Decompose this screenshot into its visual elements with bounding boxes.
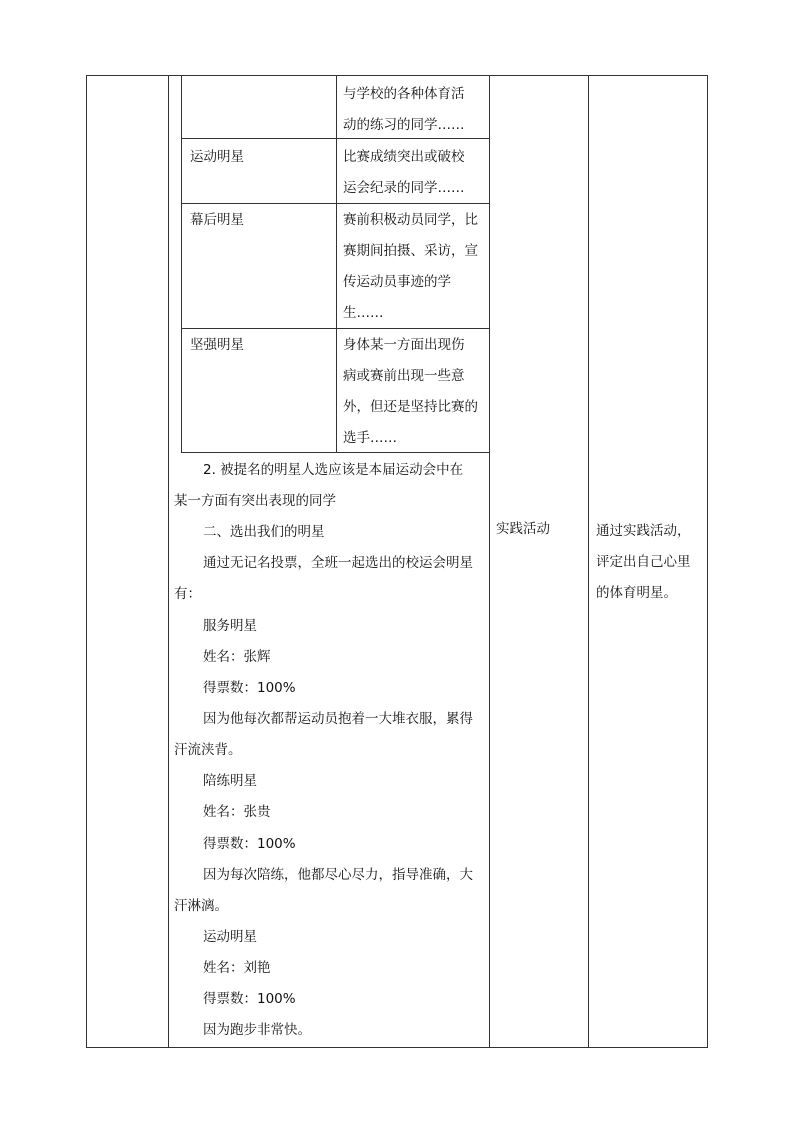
star-2-reason-line-2: 汗淋漓。 [174,898,228,914]
star-3-title: 运动明星 [203,929,257,945]
inner-row-3-name: 幕后明星 [190,212,244,228]
content-line-1: 2. 被提名的明星人选应该是本届运动会中在 [203,462,464,478]
star-1-title: 服务明星 [203,618,257,634]
inner-col-divider [336,75,337,453]
inner-row-4-desc-line-2: 病或赛前出现一些意 [343,368,465,384]
inner-row-1-desc-line-1: 与学校的各种体育活 [343,86,465,102]
inner-row-divider-3 [181,328,489,329]
star-2-name: 姓名：张贵 [203,804,271,820]
star-3-votes: 得票数：100% [203,991,296,1007]
star-2-reason-line-1: 因为每次陪练，他都尽心尽力，指导准确，大 [203,867,473,883]
intent-line-1: 通过实践活动， [596,523,691,539]
content-line-2: 某一方面有突出表现的同学 [174,493,336,509]
outer-border-left [86,75,87,1048]
outer-border-right [707,75,708,1048]
inner-row-2-name: 运动明星 [190,149,244,165]
inner-row-divider-2 [181,203,489,204]
outer-border-bottom [86,1047,708,1048]
star-3-reason: 因为跑步非常快。 [203,1022,311,1038]
intent-line-3: 的体育明星。 [596,585,677,601]
inner-row-2-desc-line-2: 运会纪录的同学…… [343,180,465,196]
star-3-name: 姓名：刘艳 [203,960,271,976]
inner-row-1-desc-line-2: 动的练习的同学…… [343,117,465,133]
star-1-reason-line-2: 汗流浃背。 [174,742,242,758]
inner-border-left [181,75,182,453]
outer-border-top [86,75,708,76]
outer-col-divider-3 [588,75,589,1048]
inner-row-3-desc-line-2: 赛期间拍摄、采访，宣 [343,243,478,259]
content-line-4: 通过无记名投票，全班一起选出的校运会明星 [203,555,473,571]
inner-row-2-desc-line-1: 比赛成绩突出或破校 [343,149,465,165]
inner-row-3-desc-line-4: 生…… [343,305,384,321]
inner-border-bottom [181,452,489,453]
section-heading: 二、选出我们的明星 [203,524,325,540]
inner-row-4-name: 坚强明星 [190,337,244,353]
outer-col-divider-2 [489,75,490,1048]
inner-row-4-desc-line-1: 身体某一方面出现伤 [343,337,465,353]
star-2-title: 陪练明星 [203,773,257,789]
inner-row-4-desc-line-3: 外，但还是坚持比赛的 [343,399,478,415]
outer-col-divider-1 [168,75,169,1048]
inner-row-3-desc-line-1: 赛前积极动员同学，比 [343,212,478,228]
inner-row-3-desc-line-3: 传运动员事迹的学 [343,274,451,290]
star-2-votes: 得票数：100% [203,836,296,852]
star-1-reason-line-1: 因为他每次都帮运动员抱着一大堆衣服，累得 [203,711,473,727]
intent-line-2: 评定出自己心里 [596,554,691,570]
inner-row-divider-1 [181,138,489,139]
star-1-name: 姓名：张辉 [203,649,271,665]
star-1-votes: 得票数：100% [203,680,296,696]
activity-label: 实践活动 [496,521,550,537]
content-line-5: 有： [174,586,201,602]
inner-row-4-desc-line-4: 选手…… [343,430,397,446]
